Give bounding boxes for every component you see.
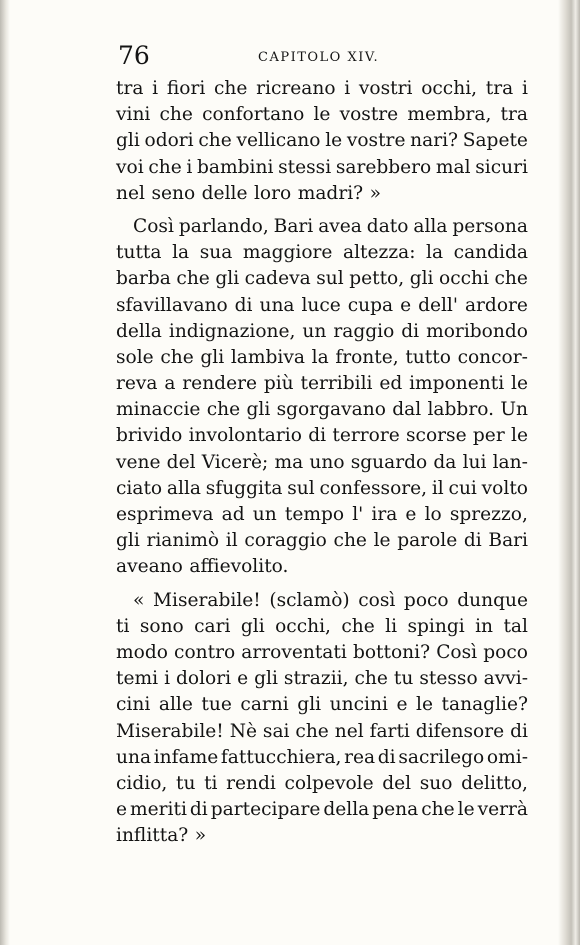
text-line: « Miserabile! (sclamò) così poco dunque <box>133 589 528 611</box>
text-line: modo contro arroventati bottoni? Così poco <box>116 641 528 663</box>
text-line: cidio, tu ti rendi colpevole del suo delitto, <box>116 772 528 794</box>
text-line: sfavillavano di una luce cupa e dell' ardore <box>116 294 528 316</box>
text-line: e meriti di partecipare della pena che le verrà <box>116 799 528 821</box>
text-line: vene del Vicerè; ma uno sguardo da lui lan- <box>116 451 528 473</box>
paragraph-gap <box>116 207 528 214</box>
paragraph <box>116 214 528 581</box>
text-line: aveano affievolito. <box>116 556 289 578</box>
text-line: minaccie che gli sgorgavano dal labbro. Un <box>116 399 528 421</box>
text-line: brivido involontario di terrore scorse per le <box>116 425 528 447</box>
text-line: barba che gli cadeva sul petto, gli occhi che <box>116 268 528 290</box>
text-line: nel seno delle loro madri? » <box>116 182 382 204</box>
text-line: tutta la sua maggiore altezza: la candida <box>116 242 528 264</box>
page-right-edge <box>558 0 580 945</box>
text-line: reva a rendere più terribili ed imponenti le <box>116 373 528 395</box>
body-text <box>116 76 528 849</box>
text-line: gli odori che vellicano le vostre nari? Sapete <box>116 130 528 152</box>
text-line: voi che i bambini stessi sarebbero mal sicuri <box>116 156 528 178</box>
text-line: ciato alla sfuggita sul confessore, il cui volto <box>116 477 528 499</box>
text-line: esprimeva ad un tempo l' ira e lo sprezzo, <box>116 504 528 525</box>
text-line: temi i dolori e gli strazii, che tu stesso avvi- <box>116 668 528 690</box>
text-line: della indignazione, un raggio di moribondo <box>116 320 528 342</box>
text-line: vini che confortano le vostre membra, tra <box>116 104 528 126</box>
text-line: cini alle tue carni gli uncini e le tanaglie? <box>116 694 528 716</box>
text-line: inflitta? » <box>116 825 207 847</box>
text-line: ti sono cari gli occhi, che li spingi in tal <box>116 615 528 637</box>
page-left-edge <box>0 0 10 945</box>
text-line: una infame fattucchiera, rea di sacrilego omi- <box>116 746 528 768</box>
text-line: sole che gli lambiva la fronte, tutto concor- <box>116 346 528 368</box>
text-line: Miserabile! Nè sai che nel farti difensore di <box>116 720 528 742</box>
page-number: 76 <box>118 41 150 70</box>
running-head: CAPITOLO XIV. <box>258 50 380 65</box>
page-header <box>118 38 528 74</box>
paragraph <box>116 76 528 207</box>
text-line: tra i fiori che ricreano i vostri occhi, tra i <box>116 78 528 99</box>
paragraph-gap <box>116 581 528 588</box>
text-line: Così parlando, Bari avea dato alla persona <box>133 215 528 237</box>
text-line: gli rianimò il coraggio che le parole di Bari <box>116 530 528 552</box>
paragraph <box>116 588 528 850</box>
